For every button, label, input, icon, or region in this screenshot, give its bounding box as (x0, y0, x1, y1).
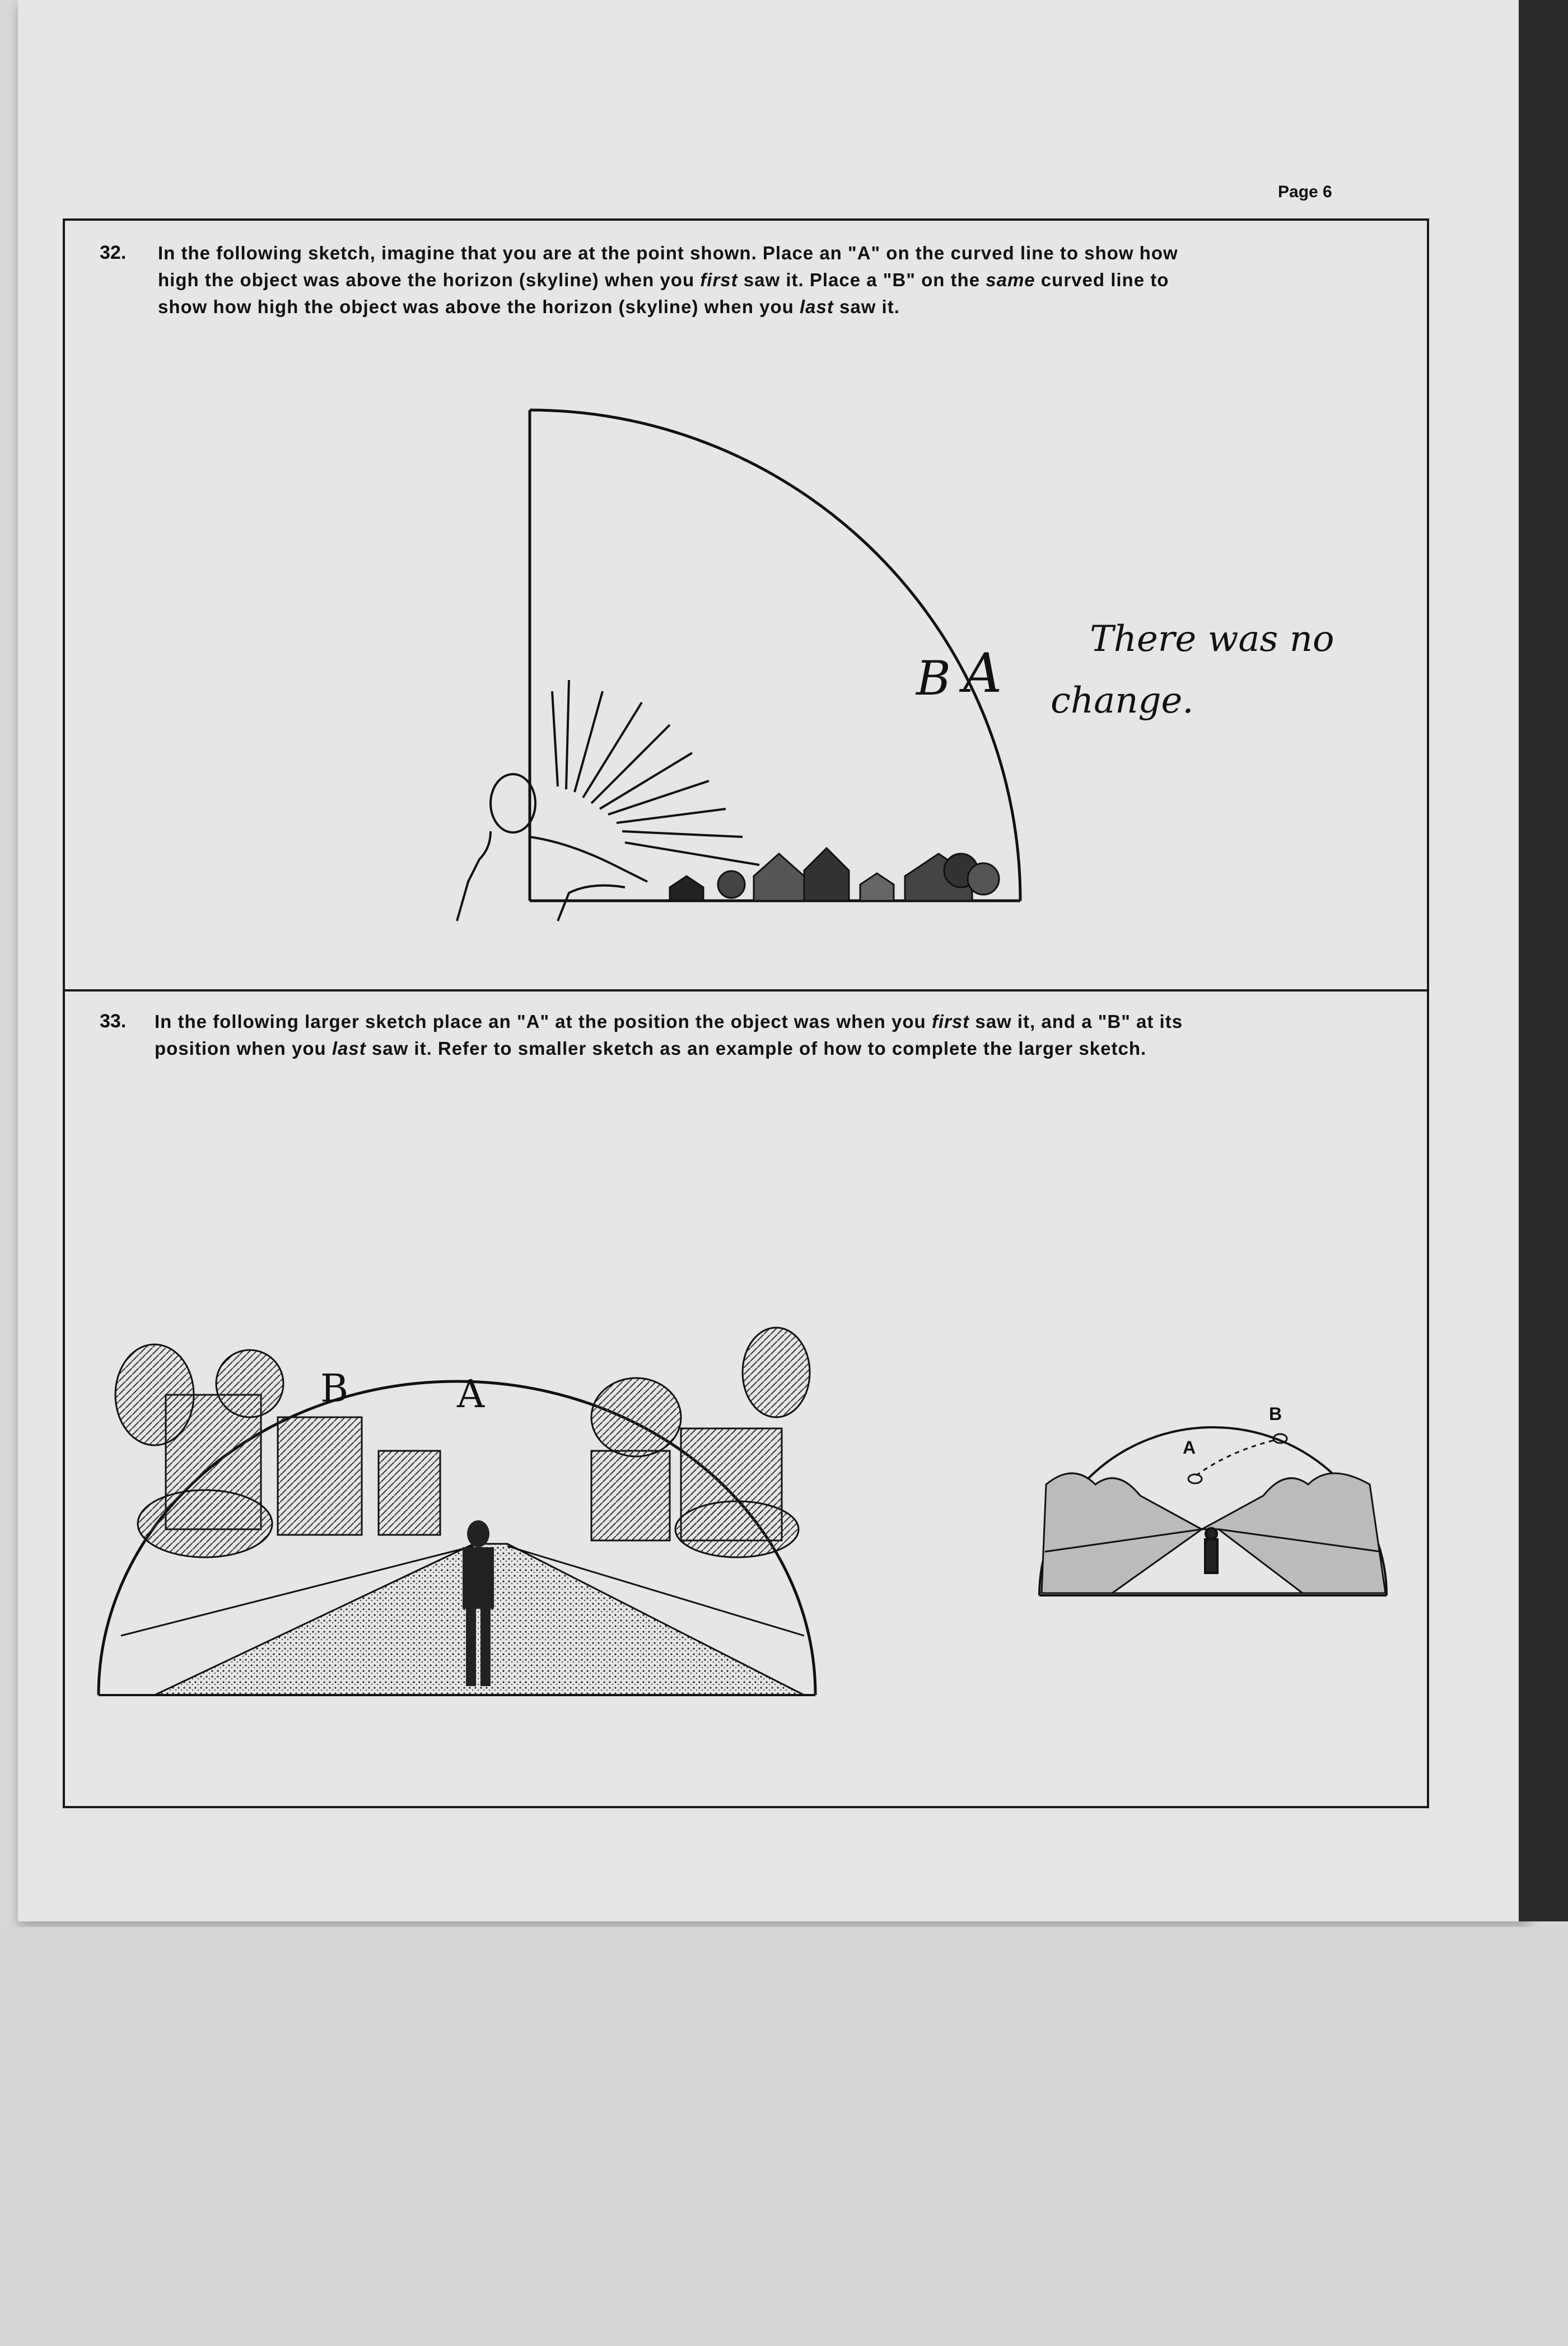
question-33-line-1: In the following larger sketch place an "A" at the position the object was when you first saw it, and a "B" at its (155, 1011, 1183, 1032)
question-32-box (63, 218, 1429, 992)
question-32-line-1: In the following sketch, imagine that you are at the point shown. Place an "A" on the curved line to show how (158, 243, 1178, 263)
question-32-line-3: show how high the object was above the horizon (skyline) when you last saw it. (158, 296, 900, 317)
answer-b-mark-large: B (320, 1367, 348, 1411)
question-33-line-2: position when you last saw it. Refer to smaller sketch as an example of how to complete the larger sketch. (155, 1038, 1147, 1059)
example-b-label: B (1269, 1404, 1283, 1424)
question-32-number: 32. (100, 242, 127, 263)
question-33-number: 33. (100, 1011, 127, 1032)
handwritten-note-line-2: change. (1051, 680, 1194, 722)
left-buildings (115, 1344, 440, 1557)
scan-background (0, 1927, 1568, 2346)
page-number: Page 6 (1278, 183, 1332, 201)
large-street-sketch (65, 992, 1431, 1810)
skyline-houses (670, 848, 999, 901)
example-a-label: A (1183, 1437, 1197, 1458)
question-33-box (63, 989, 1429, 1808)
answer-b-mark: B (916, 651, 951, 706)
answer-a-mark: A (963, 642, 1002, 705)
right-buildings (591, 1328, 810, 1557)
example-sketch (1039, 1427, 1387, 1595)
pointing-hands (552, 680, 759, 865)
scan-edge (1519, 0, 1568, 1921)
answer-a-mark-large: A (457, 1372, 485, 1417)
handwritten-note-line-1: There was no (1090, 618, 1334, 660)
quarter-circle-sketch (65, 221, 1431, 994)
question-32-line-2: high the object was above the horizon (skyline) when you first saw it. Place a "B" on the same curved line to (158, 269, 1169, 290)
